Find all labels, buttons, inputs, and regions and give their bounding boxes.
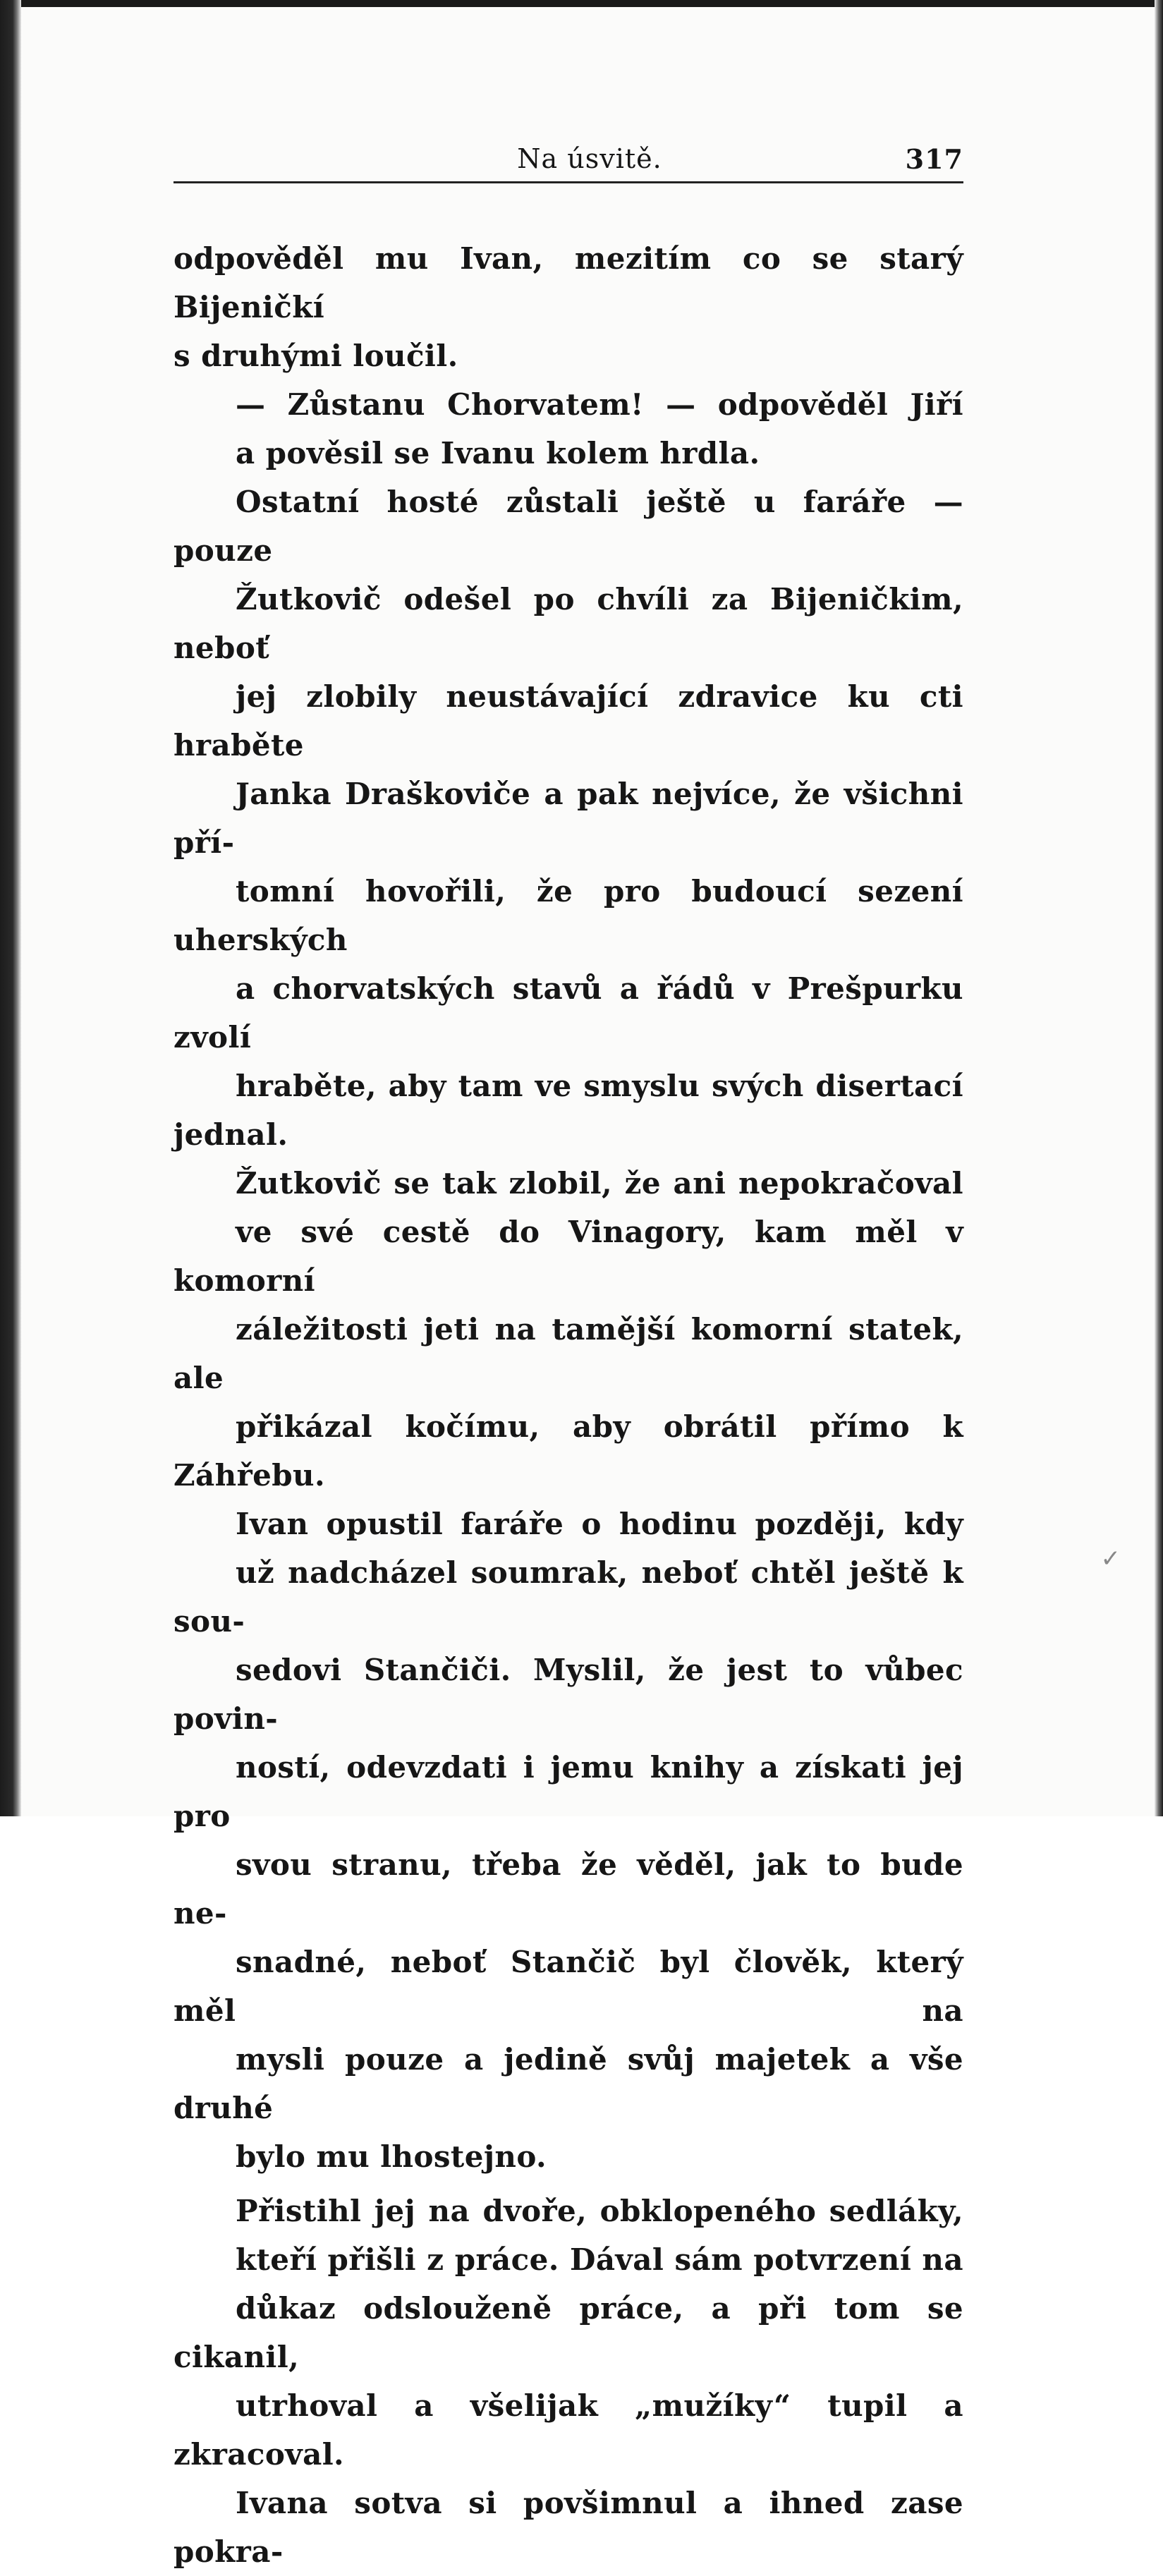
running-title: Na úsvitě. xyxy=(517,143,662,174)
scan-edge-left xyxy=(0,0,21,1816)
text-line: odpověděl mu Ivan, mezitím co se starý Bijeničkí xyxy=(173,241,963,324)
text-line: ností, odevzdati i jemu knihy a získati jej pro xyxy=(173,1750,963,1833)
text-line: Žutkovič se tak zlobil, že ani nepokračoval xyxy=(236,1166,963,1201)
text-line: Přistihl jej na dvoře, obklopeného sedláky, xyxy=(236,2194,963,2228)
text-line: záležitosti jeti na tamější komorní statek, ale xyxy=(173,1312,963,1395)
text-line: a pověsil se Ivanu kolem hrdla. xyxy=(236,436,760,470)
text-line: ve své cestě do Vinagory, kam měl v komorní xyxy=(173,1215,963,1298)
text-line: — Zůstanu Chorvatem! — odpověděl Jiří xyxy=(236,387,963,422)
text-line: snadné, neboť Stančič byl člověk, který měl na xyxy=(173,1945,963,2028)
text-line: utrhoval a všelijak „mužíky“ tupil a zkracoval. xyxy=(173,2388,963,2472)
text-line: jej zlobily neustávající zdravice ku cti hraběte xyxy=(173,679,963,763)
scan-edge-top xyxy=(0,0,1163,7)
text-line: sedovi Stančiči. Myslil, že jest to vůbec povin- xyxy=(173,1653,963,1736)
book-page xyxy=(173,138,963,2576)
text-line: Ivan opustil faráře o hodinu později, kdy xyxy=(236,1507,963,1541)
text-line: s druhými loučil. xyxy=(173,339,458,373)
text-line: Janka Draškoviče a pak nejvíce, že všichni pří- xyxy=(173,777,963,860)
paragraph xyxy=(173,380,963,478)
paragraph xyxy=(173,1500,963,2181)
body-text xyxy=(173,234,963,2576)
paragraph xyxy=(173,2187,963,2576)
text-line: už nadcházel soumrak, neboť chtěl ještě k sou- xyxy=(173,1555,963,1639)
scan-edge-right xyxy=(1155,0,1163,1816)
text-line: Ivana sotva si povšimnul a ihned zase pokra- xyxy=(173,2486,963,2569)
paragraph xyxy=(173,478,963,1159)
text-line: důkaz odslouženě práce, a při tom se cikanil, xyxy=(173,2291,963,2374)
text-line: svou stranu, třeba že věděl, jak to bude ne- xyxy=(173,1847,963,1931)
pencil-check-mark: ✓ xyxy=(1100,1545,1121,1573)
text-line: hraběte, aby tam ve smyslu svých disertací jednal. xyxy=(173,1069,963,1152)
paragraph xyxy=(173,234,963,380)
text-line: tomní hovořili, že pro budoucí sezení uherských xyxy=(173,874,963,957)
page-header xyxy=(173,138,963,183)
text-line: mysli pouze a jedině svůj majetek a vše druhé xyxy=(173,2042,963,2125)
text-line: přikázal kočímu, aby obrátil přímo k Záhřebu. xyxy=(173,1409,963,1493)
paragraph xyxy=(173,1159,963,1500)
page-number: 317 xyxy=(905,143,963,175)
text-line: kteří přišli z práce. Dával sám potvrzení na xyxy=(236,2242,963,2277)
text-line: a chorvatských stavů a řádů v Prešpurku zvolí xyxy=(173,971,963,1055)
text-line: bylo mu lhostejno. xyxy=(236,2139,547,2174)
text-line: Ostatní hosté zůstali ještě u faráře — pouze xyxy=(173,485,963,568)
text-line: Žutkovič odešel po chvíli za Bijeničkim, neboť xyxy=(173,582,963,665)
